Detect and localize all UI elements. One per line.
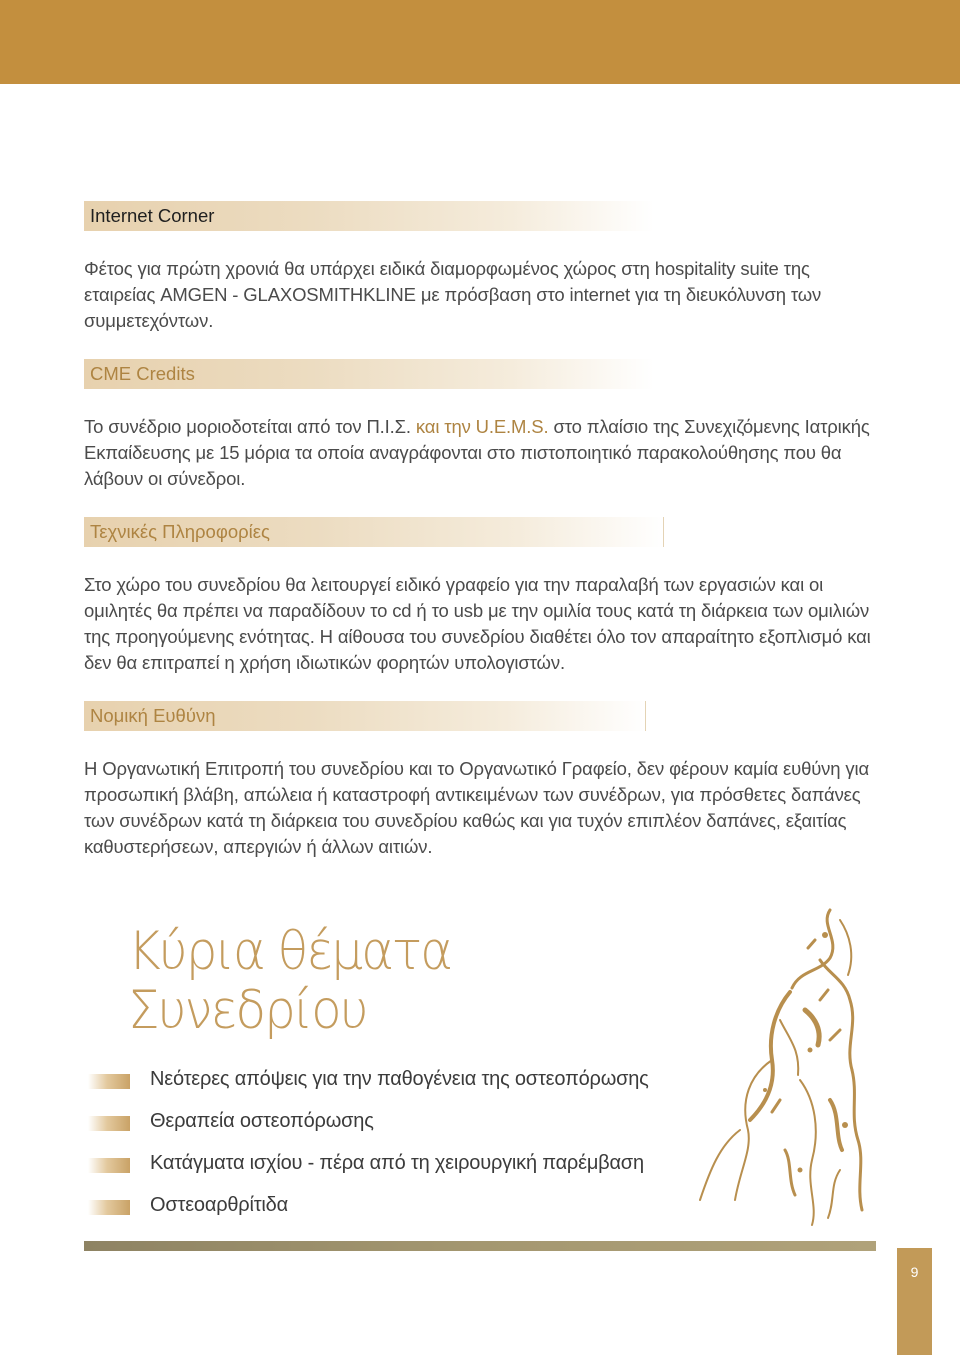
topic-bullet-bar [88,1074,130,1089]
main-topics-title-line1: Κύρια θέματα [128,920,452,982]
header-edge-line [645,701,646,731]
section-title: Νομική Ευθύνη [90,705,216,726]
topic-label: Νεότερες απόψεις για την παθογένεια της οστεοπόρωσης [150,1068,649,1090]
main-topics-title-line2: Συνεδρίου [128,979,367,1041]
section-header-internet-corner [84,201,654,231]
figure-sketch-illustration [680,900,890,1230]
topic-bullet-bar [88,1200,130,1215]
topic-label: Οστεοαρθρίτιδα [150,1194,288,1216]
section-title: Internet Corner [90,205,215,226]
bottom-divider-rule [84,1241,876,1251]
internet-corner-text: Φέτος για πρώτη χρονιά θα υπάρχει ειδικά διαμορφωμένος χώρος στη hospitality suite της εταιρείας AMGEN - GLAXOSMITHKLINE με πρόσβαση στο internet για τη διευκόλυνση των συμμετεχόντων. [84,258,822,331]
section-header-technical-info [84,517,664,547]
main-topics-title [128,922,451,1040]
page-number: 9 [910,1264,919,1280]
cme-credits-text [84,414,884,492]
cme-text-start: Το συνέδριο μοριοδοτείται από τον Π.Ι.Σ. [84,416,411,437]
topic-bullet-bar [88,1158,130,1173]
technical-info-text: Στο χώρο του συνεδρίου θα λειτουργεί ειδικό γραφείο για την παραλαβή των εργασιών και οι ομιλητές θα πρέπει να παραδίδουν το cd ή το usb με την ομιλία τους κατά τη διάρκεια των ομιλιών της προηγούμενης ενότητας. Η αίθουσα του συνεδρίου διαθέτει όλο τον απαραίτητο εξοπλισμό και δεν θα επιτραπεί η χρήση ιδιωτικών φορητών υπολογιστών. [84,574,871,673]
topic-label: Κατάγματα ισχίου - πέρα από τη χειρουργική παρέμβαση [150,1152,644,1174]
legal-text: Η Οργανωτική Επιτροπή του συνεδρίου και το Οργανωτικό Γραφείο, δεν φέρουν καμία ευθύνη για προσωπική βλάβη, απώλεια ή καταστροφή αντικειμένων των συνέδρων, για πρόσθετες δαπάνες των συνέδρων κατά τη διάρκεια του συνεδρίου καθώς και για τυχόν επιπλέον δαπάνες, εξαιτίας καθυστερήσεων, απεργιών ή άλλων αιτιών. [84,758,870,857]
header-edge-line [663,517,664,547]
section-title: CME Credits [90,363,195,384]
topic-bullet-bar [88,1116,130,1131]
section-header-legal [84,701,646,731]
cme-text-highlight: και την U.E.M.S. [410,416,549,437]
section-title: Τεχνικές Πληροφορίες [90,521,270,542]
topic-label: Θεραπεία οστεοπόρωσης [150,1110,374,1132]
section-header-cme-credits [84,359,654,389]
cme-text-end: στο πλαίσιο της Συνεχιζόμενης Ιατρικής Εκπαίδευσης με 15 μόρια τα οποία αναγράφονται στο πιστοποιητικό παρακολούθησης που θα λάβουν οι σύνεδροι. [84,416,870,489]
top-color-bar [0,0,960,84]
